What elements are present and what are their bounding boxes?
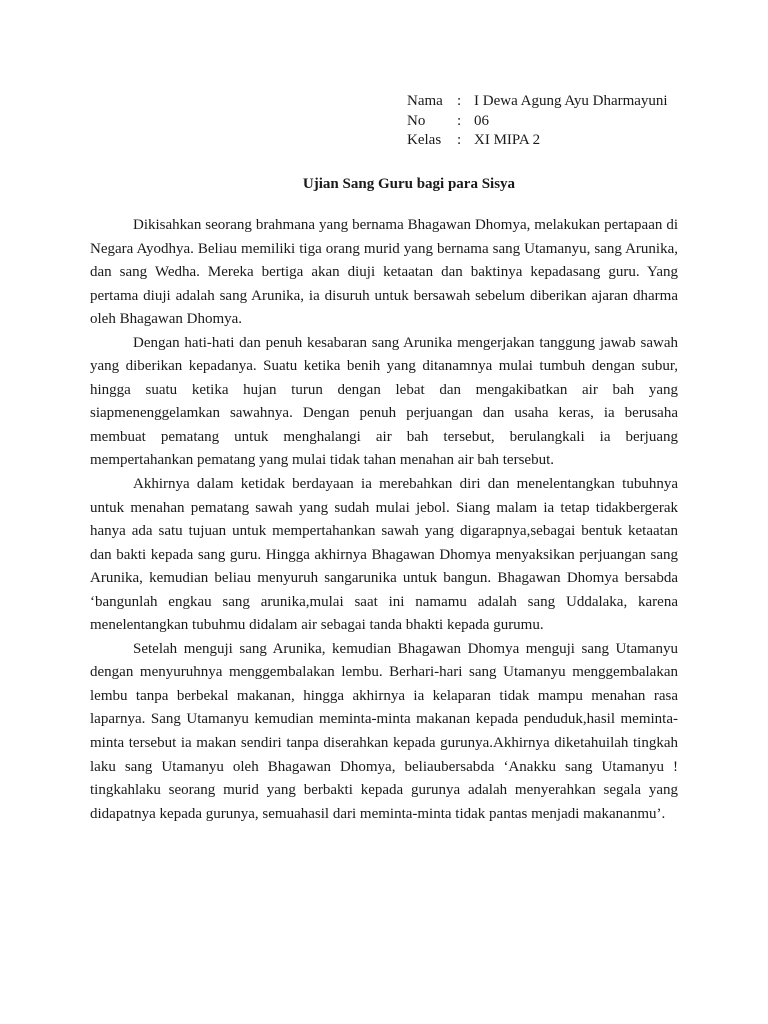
class-separator: : [457,132,462,148]
student-number-row [407,112,668,132]
class-label: Kelas [407,132,442,148]
number-value: 06 [474,112,489,129]
name-separator: : [457,93,462,109]
student-name-row [407,92,668,112]
name-value: I Dewa Agung Ayu Dharmayuni [474,93,668,109]
paragraph-2: Dengan hati-hati dan penuh kesabaran sang Arunika mengerjakan tanggung jawab sawah yang diberikan kepadanya. Suatu ketika benih yang ditanamnya mulai tumbuh dengan subur, hingga suatu ketika hujan turun dengan lebat dan mengakibatkan air bah yang siapmenenggelamkan sawahnya. Dengan penuh perjuangan dan usaha keras, ia berusaha membuat pematang untuk menghalangi air bah tersebut, berulangkali ia berjuang mempertahankan pematang yang mulai tidak tahan menahan air bah tersebut. [90,334,678,469]
paragraph-1: Dikisahkan seorang brahmana yang bernama Bhagawan Dhomya, melakukan pertapaan di Negara Ayodhya. Beliau memiliki tiga orang murid yang bernama sang Utamanyu, sang Arunika, dan sang Wedha. Mereka bertiga akan diuji ketaatan dan baktinya kepadasang guru. Yang pertama diuji adalah sang Arunika, ia disuruh untuk bersawah sebelum diberikan ajaran dharma oleh Bhagawan Dhomya. [90,217,678,328]
class-value: XI MIPA 2 [474,132,541,148]
number-label: No [407,112,426,129]
student-class-row [407,131,668,151]
story-body [90,214,678,826]
name-label: Nama [407,93,443,109]
paragraph-4: Setelah menguji sang Arunika, kemudian Bhagawan Dhomya menguji sang Utamanyu dengan menyuruhnya menggembalakan lembu. Berhari-hari sang Utamanyu menggembalakan lembu tanpa berbekal makanan, hingga akhirnya ia kelaparan tidak mampu menahan rasa laparnya. Sang Utamanyu kemudian meminta-minta makanan kepada penduduk,hasil meminta-minta tersebut ia makan sendiri tanpa diserahkan kepada gurunya.Akhirnya diketahuilah tingkah laku sang Utamanyu oleh Bhagawan Dhomya, beliaubersabda ‘Anakku sang Utamanyu ! tingkahlaku seorang murid yang berbakti kepada gurunya adalah menyerahkan segala yang didapatnya kepada gurunya, semuahasil dari meminta-minta tidak pantas menjadi makananmu’. [90,640,678,822]
number-separator: : [457,112,462,129]
document-title: Ujian Sang Guru bagi para Sisya [302,176,516,192]
paragraph-3: Akhirnya dalam ketidak berdayaan ia merebahkan diri dan menelentangkan tubuhnya untuk menahan pematang sawah yang sudah mulai jebol. Siang malam ia tetap tidakbergerak hanya ada satu tujuan untuk mempertahankan sawah yang digarapnya,sebagai bentuk ketaatan dan bakti kepada sang guru. Hingga akhirnya Bhagawan Dhomya menyaksikan perjuangan sang Arunika, kemudian beliau menyuruh sangarunika untuk bangun. Bhagawan Dhomya bersabda ‘bangunlah engkau sang arunika,mulai saat ini namamu adalah sang Uddalaka, karena menelentangkan tubuhmu didalam air sebagai tanda bhakti kepada gurumu. [90,476,678,634]
student-info [407,92,668,151]
